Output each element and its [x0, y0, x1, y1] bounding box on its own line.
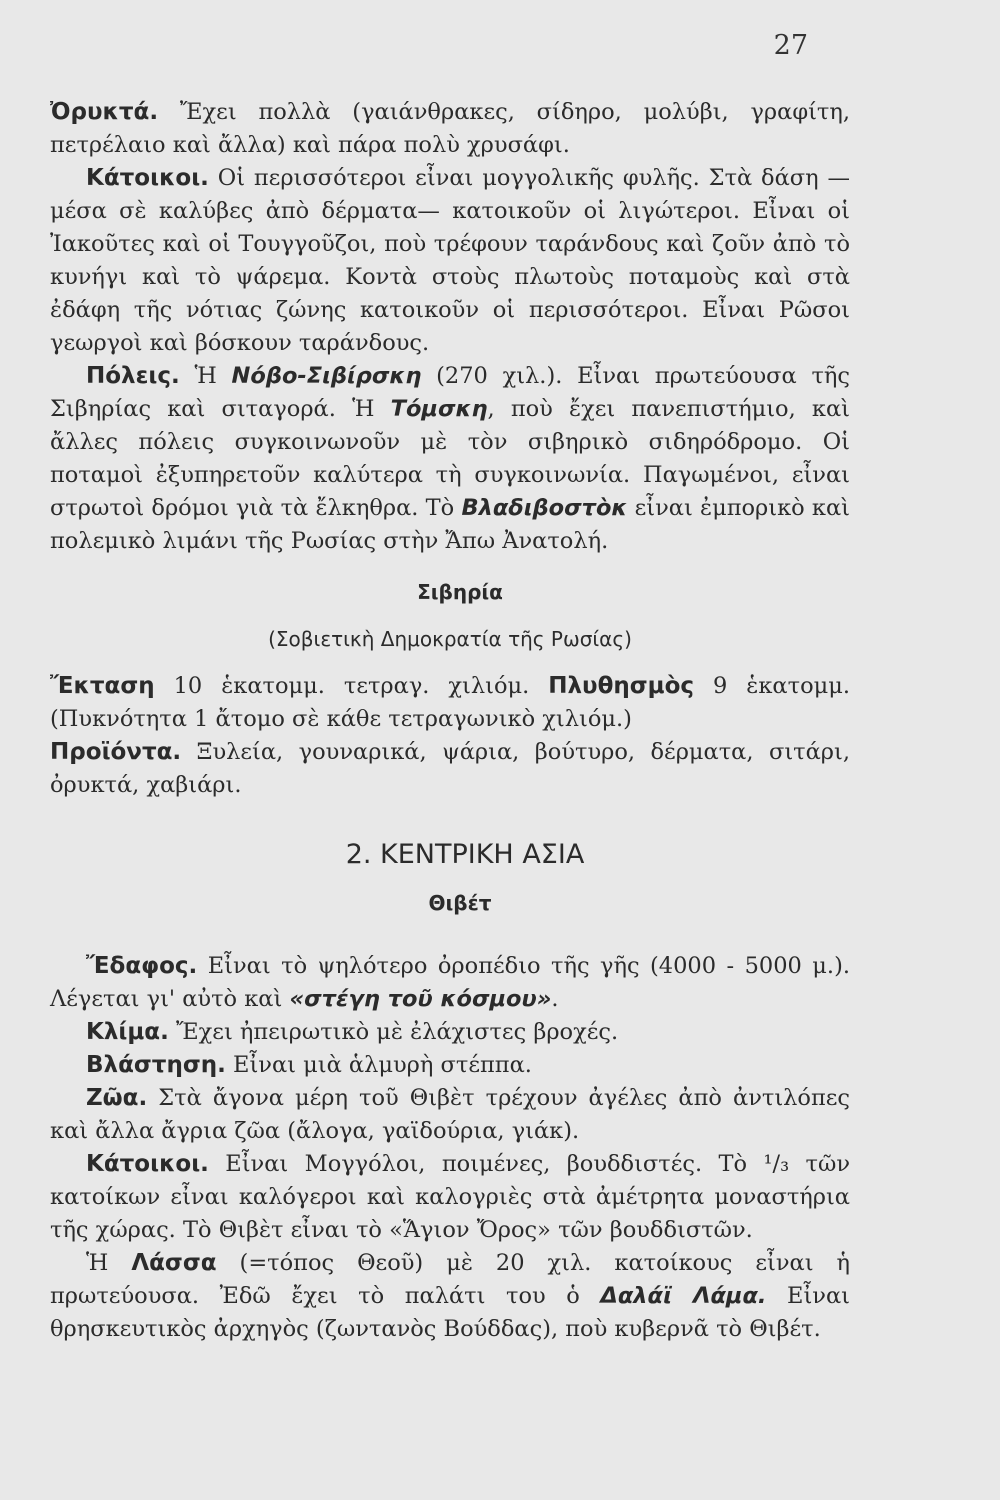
paragraph-text: 10 ἑκατομμ. τετραγ. χιλιόμ. — [154, 673, 549, 699]
paragraph-text: Ἔχει πολλὰ (γαιάνθρακες, σίδηρο, μολύβι, γραφίτη, πετρέλαιο καὶ ἄλλα) καὶ πάρα πολὺ χρυσάφι. — [50, 99, 850, 158]
city-name: Βλαδιβοστὸκ — [461, 495, 628, 521]
city-name: Τόμσκη — [390, 396, 488, 422]
city-name: Νόβο-Σιβίρσκη — [231, 363, 422, 389]
paragraph-products — [50, 736, 850, 802]
subheading-siberia: (Σοβιετικὴ Δημοκρατία τῆς Ρωσίας) — [268, 627, 632, 651]
paragraph-text: (=τόπος Θεοῦ) μὲ 20 χιλ. κατοίκους εἶναι ἡ πρωτεύουσα. Ἐδῶ ἔχει τὸ παλάτι του ὁ — [50, 1250, 850, 1309]
lead-term: Προϊόντα. — [50, 739, 182, 765]
paragraph-animals — [50, 1082, 850, 1148]
paragraph-vegetation — [50, 1049, 850, 1082]
lead-term: Κάτοικοι. — [86, 165, 209, 191]
lead-term: Βλάστηση. — [86, 1052, 226, 1078]
emphasis-text: «στέγη τοῦ κόσμου» — [289, 986, 552, 1012]
paragraph-tibet-inhabitants — [50, 1148, 850, 1247]
paragraph-inhabitants — [50, 162, 850, 360]
paragraph-lhasa — [50, 1247, 850, 1346]
lead-term: Ὀρυκτά. — [50, 99, 159, 125]
paragraph-text: (270 χιλ.). Εἶναι πρωτεύουσα τῆς Σιβηρίας καὶ σιταγορά. Ἡ — [50, 363, 850, 422]
paragraph-climate — [50, 1016, 850, 1049]
lead-term: Ἔδαφος. — [86, 953, 198, 979]
paragraph-text: Στὰ ἄγονα μέρη τοῦ Θιβὲτ τρέχουν ἀγέλες ἀπὸ ἀντιλόπες καὶ ἄλλα ἄγρια ζῶα (ἄλογα, γαϊδούρια, γιάκ). — [50, 1085, 850, 1144]
paragraph-text: Ἡ — [86, 1250, 132, 1276]
paragraph-text: , ποὺ ἔχει πανεπιστήμιο, καὶ ἄλλες πόλεις συγκοινωνοῦν μὲ τὸν σιβηρικὸ σιδηρόδρομο. Οἱ ποταμοὶ ἐξυπηρετοῦν καλύτερα τὴ συγκοινωνία. Παγωμένοι, εἶναι στρωτοὶ δρόμοι γιὰ τὰ ἔλκηθρα. Τὸ — [50, 396, 850, 521]
lead-term: Λάσσα — [131, 1250, 217, 1276]
heading-siberia: Σιβηρία — [417, 580, 503, 604]
paragraph-minerals — [50, 96, 850, 162]
paragraph-cities — [50, 360, 850, 558]
paragraph-text: Εἶναι Μογγόλοι, ποιμένες, βουδδιστές. Τὸ ¹/₃ τῶν κατοίκων εἶναι καλόγεροι καὶ καλογριὲς στὰ ἀμέτρητα μοναστήρια τῆς χώρας. Τὸ Θιβὲτ εἶναι τὸ «Ἅγιον Ὄρος» τῶν βουδδιστῶν. — [50, 1151, 850, 1243]
paragraph-text: Ἡ — [179, 363, 232, 389]
paragraph-terrain — [50, 950, 850, 1016]
lead-term: Κάτοικοι. — [86, 1151, 209, 1177]
paragraph-text: Ξυλεία, γουναρικά, ψάρια, βούτυρο, δέρματα, σιτάρι, ὀρυκτά, χαβιάρι. — [50, 739, 850, 798]
lead-term: Ζῶα. — [86, 1085, 148, 1111]
page-content — [50, 96, 850, 1346]
lead-term: Πόλεις. — [86, 363, 180, 389]
heading-tibet: Θιβέτ — [428, 891, 492, 915]
paragraph-text: . — [551, 986, 559, 1012]
paragraph-area-population — [50, 670, 850, 736]
section-heading-central-asia: 2. ΚΕΝΤΡΙΚΗ ΑΣΙΑ — [345, 839, 585, 870]
paragraph-text: Εἶναι μιὰ ἁλμυρὴ στέππα. — [225, 1052, 532, 1078]
lead-term: Κλίμα. — [86, 1019, 169, 1045]
page-number: 27 — [773, 30, 808, 61]
lead-term: Ἔκταση — [50, 673, 155, 699]
paragraph-text: εἶναι ἐμπορικὸ καὶ πολεμικὸ λιμάνι τῆς Ρωσίας στὴν Ἄπω Ἀνατολή. — [50, 495, 851, 554]
emphasis-text: Δαλάϊ Λάμα. — [600, 1283, 767, 1309]
paragraph-text: 9 ἑκατομμ. (Πυκνότητα 1 ἄτομο σὲ κάθε τετραγωνικὸ χιλιόμ.) — [50, 673, 851, 732]
lead-term: Πλυθησμὸς — [548, 673, 695, 699]
paragraph-text: Οἱ περισσότεροι εἶναι μογγολικῆς φυλῆς. Στὰ δάση —μέσα σὲ καλύβες ἀπὸ δέρματα— κατοικοῦν οἱ λιγώτεροι. Εἶναι οἱ Ἰακοῦτες καὶ οἱ Τουγγοῦζοι, ποὺ τρέφουν ταράνδους καὶ ζοῦν ἀπὸ τὸ κυνήγι καὶ τὸ ψάρεμα. Κοντὰ στοὺς πλωτοὺς ποταμοὺς καὶ στὰ ἐδάφη τῆς νότιας ζώνης κατοικοῦν οἱ περισσότεροι. Εἶναι Ρῶσοι γεωργοὶ καὶ βόσκουν ταράνδους. — [50, 165, 850, 356]
paragraph-text: Ἔχει ἠπειρωτικὸ μὲ ἐλάχιστες βροχές. — [168, 1019, 619, 1045]
paragraph-text: Εἶναι θρησκευτικὸς ἀρχηγὸς (ζωντανὸς Βούδδας), ποὺ κυβερνᾶ τὸ Θιβέτ. — [50, 1283, 851, 1342]
paragraph-text: Εἶναι τὸ ψηλότερο ὀροπέδιο τῆς γῆς (4000 - 5000 μ.). Λέγεται γι' αὐτὸ καὶ — [50, 953, 850, 1012]
